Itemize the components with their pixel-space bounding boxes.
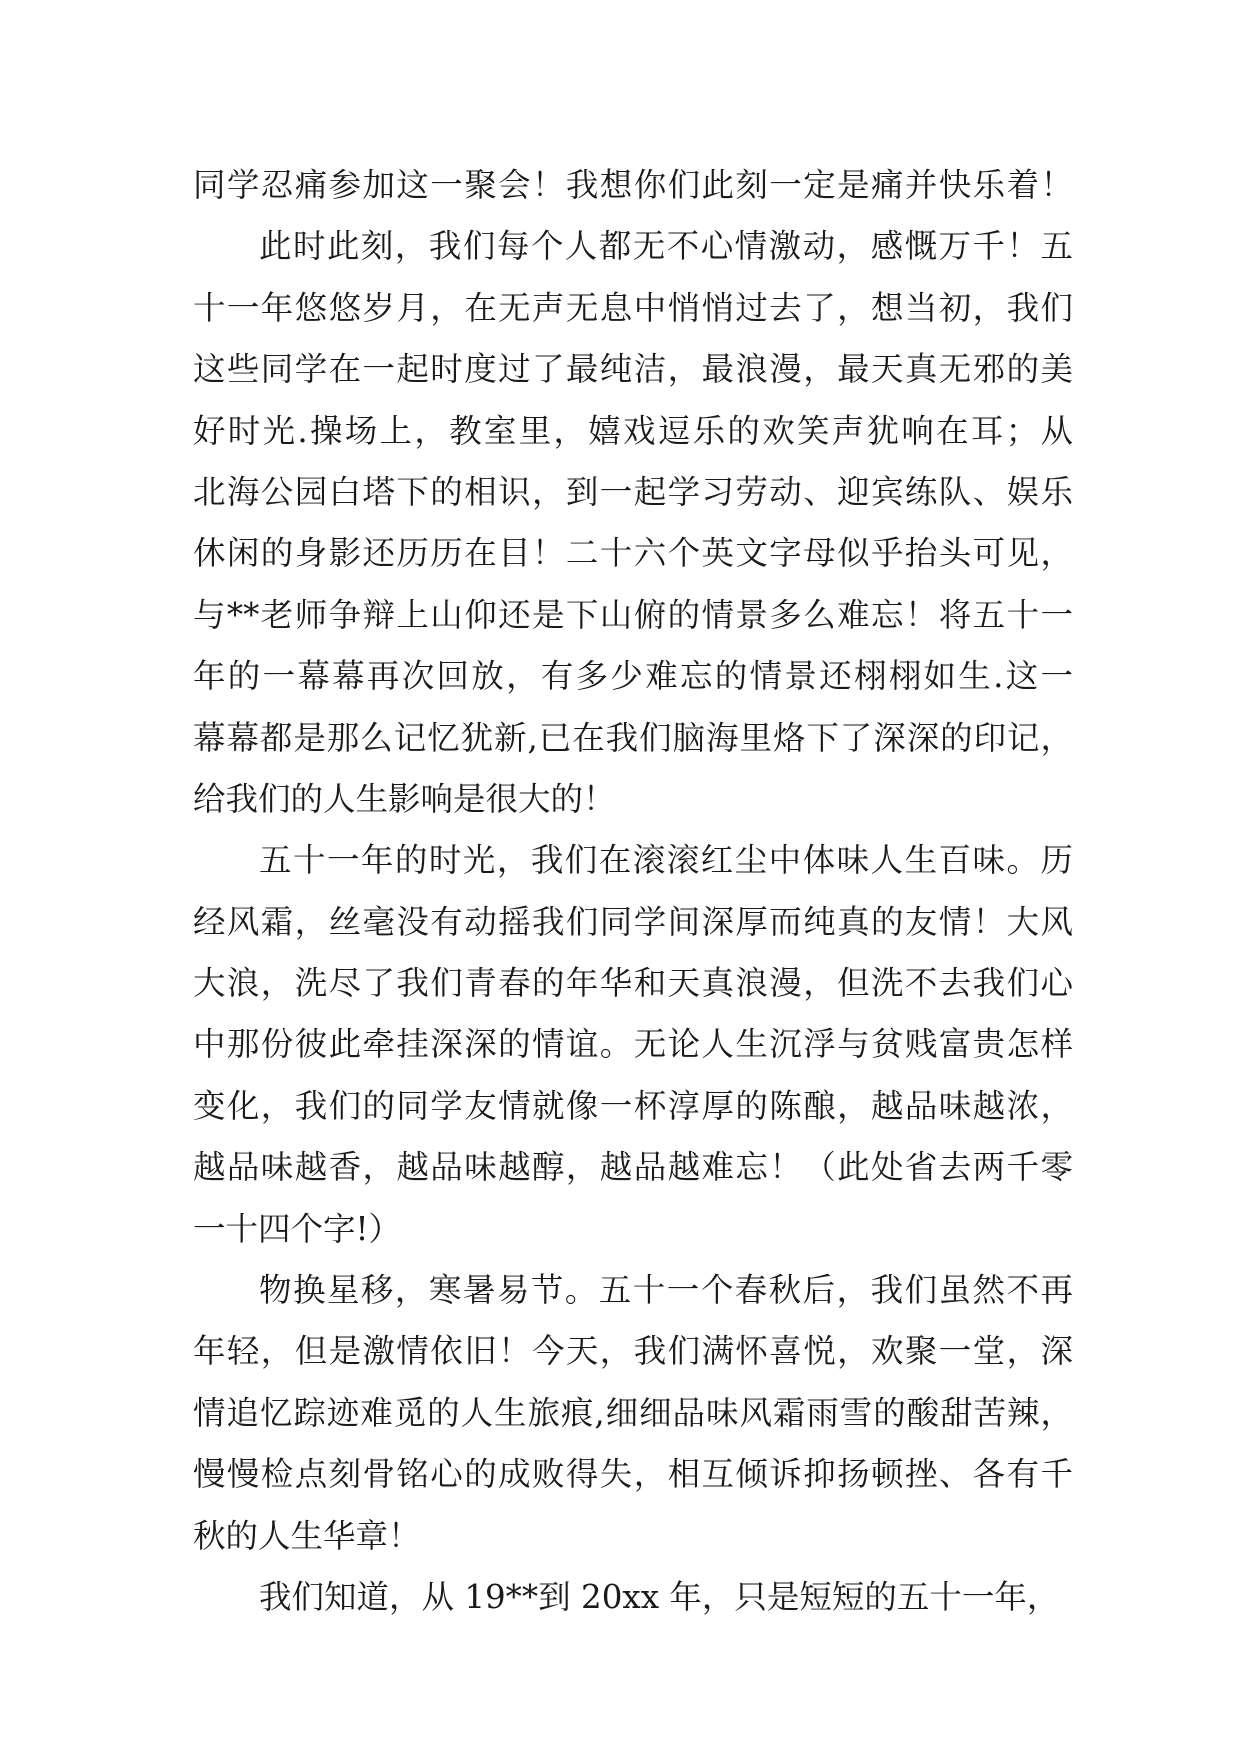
text-line: 同学忍痛参加这一聚会！我想你们此刻一定是痛并快乐着！ [193,166,1073,204]
text-line: 与**老师争辩上山仰还是下山俯的情景多么难忘！将五十一 [193,595,1073,634]
text-line: 中那份彼此牵挂深深的情谊。无论人生沉浮与贫贱富贵怎样 [193,1025,1073,1064]
text-line: 越品味越香，越品味越醇，越品越难忘！（此处省去两千零 [193,1148,1073,1187]
text-line: 好时光.操场上，教室里，嬉戏逗乐的欢笑声犹响在耳；从 [193,411,1073,450]
text-line: 这些同学在一起时度过了最纯洁，最浪漫，最天真无邪的美 [193,350,1073,389]
paragraph-start-line: 物换星移，寒暑易节。五十一个春秋后，我们虽然不再 [259,1271,1073,1310]
text-line: 变化，我们的同学友情就像一杯淳厚的陈酿，越品味越浓， [193,1086,1073,1125]
paragraph-start-line: 此时此刻，我们每个人都无不心情激动，感慨万千！五 [259,227,1073,266]
text-line: 年轻，但是激情依旧！今天，我们满怀喜悦，欢聚一堂，深 [193,1332,1073,1371]
text-line: 慢慢检点刻骨铭心的成败得失，相互倾诉抑扬顿挫、各有千 [193,1455,1073,1494]
document-body [193,155,1073,1628]
text-line: 大浪，洗尽了我们青春的年华和天真浪漫，但洗不去我们心 [193,964,1073,1003]
text-line: 十一年悠悠岁月，在无声无息中悄悄过去了，想当初，我们 [193,288,1073,327]
text-line: 休闲的身影还历历在目！二十六个英文字母似乎抬头可见， [193,534,1073,573]
paragraph-end-line: 秋的人生华章！ [193,1516,421,1555]
paragraph-end-line: 给我们的人生影响是很大的！ [193,779,616,818]
paragraph-start-line: 五十一年的时光，我们在滚滚红尘中体味人生百味。历 [259,841,1073,880]
text-line: 北海公园白塔下的相识，到一起学习劳动、迎宾练队、娱乐 [193,472,1073,511]
text-line: 年的一幕幕再次回放，有多少难忘的情景还栩栩如生.这一 [193,657,1073,696]
paragraph-end-line: 一十四个字!） [193,1209,402,1248]
paragraph-start-line: 我们知道，从 19**到 20xx 年，只是短短的五十一年， [259,1577,1060,1616]
text-line: 经风霜，丝毫没有动摇我们同学间深厚而纯真的友情！大风 [193,902,1073,941]
text-line: 情追忆踪迹难觅的人生旅痕,细细品味风霜雨雪的酸甜苦辣， [193,1393,1073,1432]
text-line: 幕幕都是那么记忆犹新,已在我们脑海里烙下了深深的印记， [193,718,1073,757]
